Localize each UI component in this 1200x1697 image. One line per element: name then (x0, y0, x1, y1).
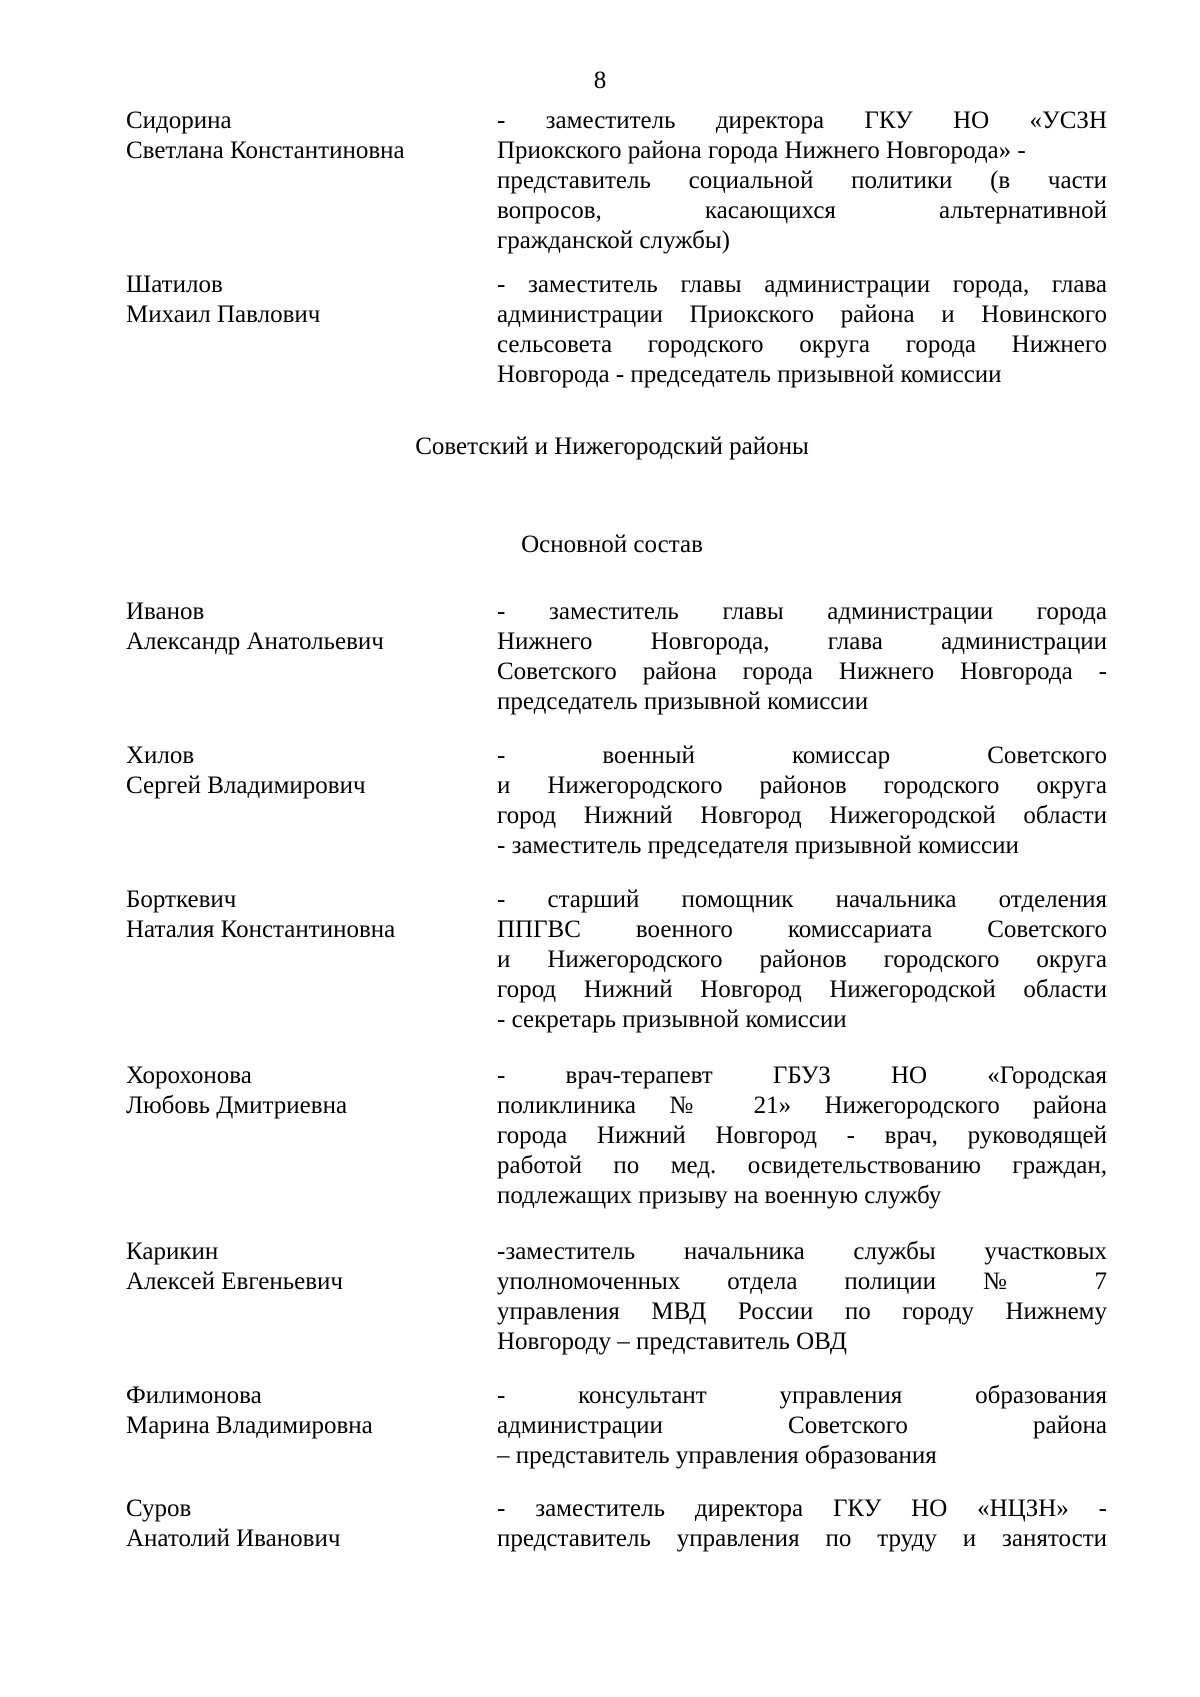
role-line: - врач-терапевт ГБУЗ НО «Городская (497, 1062, 1107, 1089)
member-role (497, 1381, 1107, 1471)
role-line: администрации Советского района (497, 1412, 1107, 1439)
member-name (126, 1237, 456, 1297)
role-line: вопросов, касающихся альтернативной (497, 197, 1107, 224)
member-surname: Шатилов (126, 271, 223, 298)
role-line: - старший помощник начальника отделения (497, 886, 1107, 913)
member-given-names: Марина Владимировна (126, 1412, 373, 1439)
member-surname: Борткевич (126, 886, 237, 913)
role-line: управления МВД России по городу Нижнему (497, 1298, 1107, 1325)
member-name (126, 885, 456, 945)
role-line: - военный комиссар Советского (497, 742, 1107, 769)
member-name (126, 106, 456, 166)
member-surname: Филимонова (126, 1382, 262, 1409)
member-given-names: Любовь Дмитриевна (126, 1092, 348, 1119)
role-line: - заместитель главы администрации города (497, 598, 1107, 625)
role-line: уполномоченных отдела полиции № 7 (497, 1268, 1107, 1295)
role-line: администрации Приокского района и Новинского (497, 301, 1107, 328)
role-line: - заместитель председателя призывной комиссии (497, 832, 1019, 859)
composition-heading: Основной состав (521, 531, 703, 558)
member-name (126, 270, 456, 330)
member-given-names: Анатолий Иванович (126, 1525, 341, 1552)
member-given-names: Светлана Константиновна (126, 137, 405, 164)
member-role (497, 597, 1107, 717)
member-name (126, 741, 456, 801)
member-role (497, 1061, 1107, 1211)
role-line: города Нижний Новгород - врач, руководящей (497, 1122, 1107, 1149)
role-line: - заместитель директора ГКУ НО «НЦЗН» - (497, 1495, 1107, 1522)
role-line: поликлиника № 21» Нижегородского района (497, 1092, 1107, 1119)
member-surname: Карикин (126, 1238, 219, 1265)
role-line: гражданской службы) (497, 227, 730, 254)
role-line: Нижнего Новгорода, глава администрации (497, 628, 1107, 655)
role-line: - заместитель директора ГКУ НО «УСЗН (497, 107, 1107, 134)
member-role (497, 885, 1107, 1035)
member-given-names: Сергей Владимирович (126, 772, 366, 799)
role-line: – представитель управления образования (497, 1442, 937, 1469)
page-number: 8 (593, 67, 607, 94)
member-given-names: Наталия Константиновна (126, 916, 396, 943)
role-line: представитель социальной политики (в части (497, 167, 1107, 194)
role-line: и Нижегородского районов городского округа (497, 946, 1107, 973)
role-line: город Нижний Новгород Нижегородской области (497, 976, 1107, 1003)
role-line: Новгороду – представитель ОВД (497, 1328, 847, 1355)
member-role (497, 1494, 1107, 1554)
member-surname: Суров (126, 1495, 192, 1522)
role-line: представитель управления по труду и занятости (497, 1525, 1107, 1552)
member-role (497, 270, 1107, 390)
role-line: Новгорода - председатель призывной комиссии (497, 361, 1002, 388)
member-name (126, 1494, 456, 1554)
role-line: подлежащих призыву на военную службу (497, 1182, 942, 1209)
member-name (126, 1381, 456, 1441)
member-role (497, 1237, 1107, 1357)
member-role (497, 106, 1107, 256)
role-line: -заместитель начальника службы участковых (497, 1238, 1107, 1265)
role-line: Советского района города Нижнего Новгорода - (497, 658, 1107, 685)
role-line: председатель призывной комиссии (497, 688, 869, 715)
role-line: и Нижегородского районов городского округа (497, 772, 1107, 799)
role-line: работой по мед. освидетельствованию граждан, (497, 1152, 1107, 1179)
member-role (497, 741, 1107, 861)
member-name (126, 597, 456, 657)
role-line: город Нижний Новгород Нижегородской области (497, 802, 1107, 829)
role-line: Приокского района города Нижнего Новгорода» - (497, 137, 1026, 164)
member-given-names: Алексей Евгеньевич (126, 1268, 344, 1295)
role-line: сельсовета городского округа города Нижнего (497, 331, 1107, 358)
role-line: - секретарь призывной комиссии (497, 1006, 847, 1033)
member-given-names: Александр Анатольевич (126, 628, 384, 655)
member-given-names: Михаил Павлович (126, 301, 321, 328)
member-surname: Сидорина (126, 107, 232, 134)
role-line: - консультант управления образования (497, 1382, 1107, 1409)
member-name (126, 1061, 456, 1121)
district-heading: Советский и Нижегородский районы (415, 433, 809, 460)
member-surname: Иванов (126, 598, 205, 625)
role-line: - заместитель главы администрации города, глава (497, 271, 1107, 298)
role-line: ППГВС военного комиссариата Советского (497, 916, 1107, 943)
member-surname: Хорохонова (126, 1062, 252, 1089)
member-surname: Хилов (126, 742, 195, 769)
